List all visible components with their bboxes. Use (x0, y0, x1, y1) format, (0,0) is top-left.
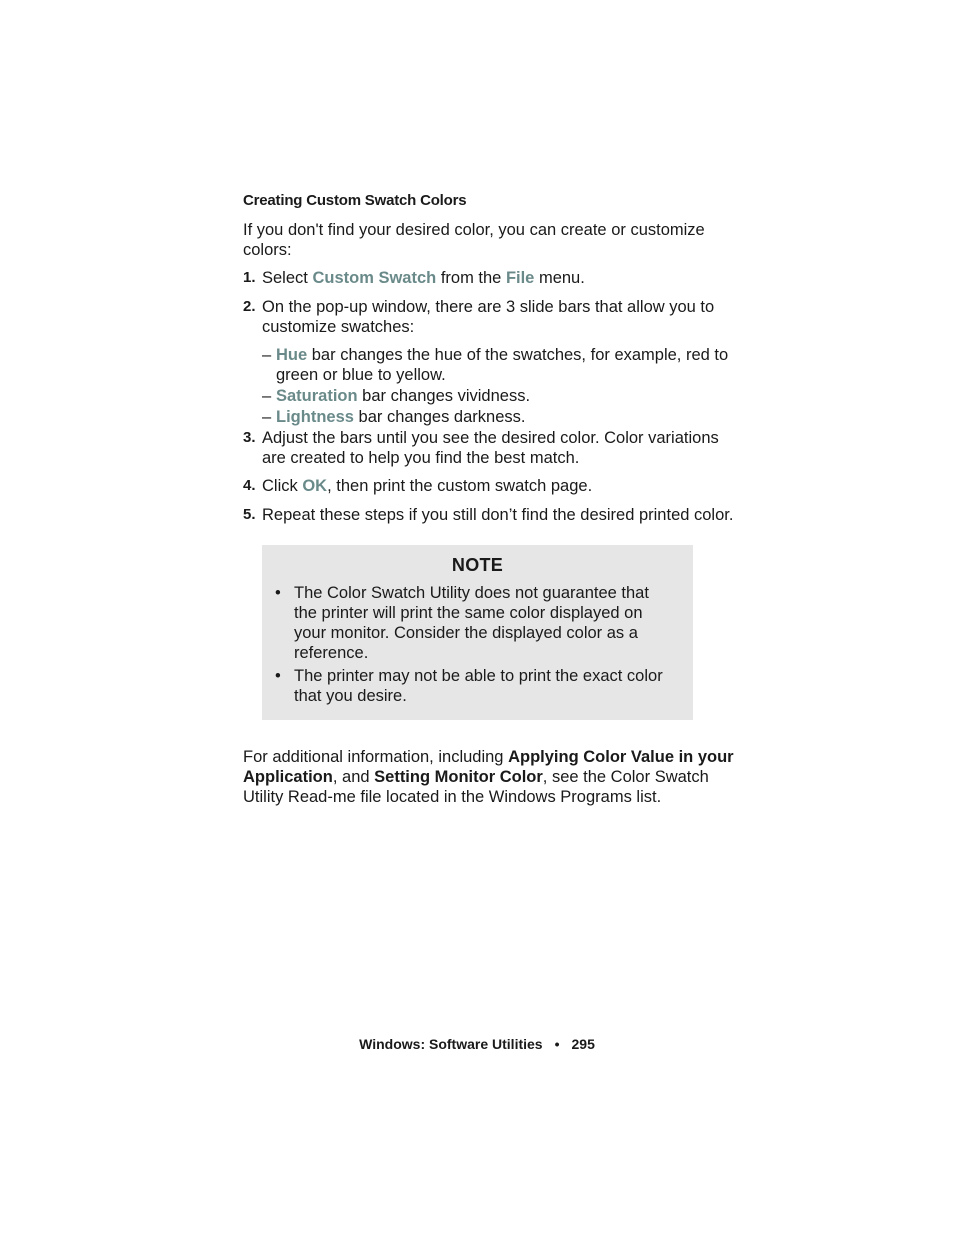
step-text: Adjust the bars until you see the desired color. Color variations are created to help you find the best match. (262, 429, 719, 467)
link-setting-monitor-color: Setting Monitor Color (374, 768, 543, 786)
saturation-label: Saturation (276, 387, 358, 405)
lightness-label: Lightness (276, 408, 354, 426)
step-5 (243, 505, 743, 525)
dash-marker: – (262, 387, 272, 405)
note-title: NOTE (451, 555, 504, 575)
bullet-marker: • (275, 667, 281, 685)
note-item-text: The printer may not be able to print the exact color that you desire. (294, 667, 663, 705)
step-number: 2. (243, 298, 256, 315)
step-number: 1. (243, 269, 256, 286)
ok-button-label: OK (302, 477, 328, 495)
subitem-text: Saturation bar changes vividness. (276, 387, 531, 405)
step-text: On the pop-up window, there are 3 slide bars that allow you to customize swatches: (262, 298, 715, 336)
step-number: 3. (243, 429, 256, 446)
step-3 (243, 428, 743, 468)
step-number: 4. (243, 477, 256, 494)
note-item (275, 666, 675, 706)
step-text: Click OK, then print the custom swatch page. (262, 477, 593, 495)
subitem-hue (262, 345, 732, 385)
link-applying-color-value: Applying Color Value in your Application (243, 748, 734, 786)
bullet-marker: • (275, 584, 281, 602)
step-text: Repeat these steps if you still don’t find the desired printed color. (262, 506, 734, 524)
menu-item-custom-swatch: Custom Swatch (312, 269, 437, 287)
step-1 (243, 268, 743, 288)
note-item-text: The Color Swatch Utility does not guarantee that the printer will print the same color displayed on your monitor. Consider the displayed color as a reference. (294, 584, 649, 662)
additional-info-paragraph: For additional information, including Applying Color Value in your Application, and Setting Monitor Color, see the Color Swatch Utility Read-me file located in the Windows Programs list. (243, 748, 734, 806)
page-footer (0, 1034, 954, 1054)
page-number: 295 (571, 1036, 595, 1052)
subitem-saturation (262, 386, 732, 406)
subitem-text: Hue bar changes the hue of the swatches, for example, red to green or blue to yellow. (276, 346, 729, 384)
step-4 (243, 476, 743, 496)
footer-separator: • (554, 1036, 560, 1052)
subitem-text: Lightness bar changes darkness. (276, 408, 526, 426)
intro-paragraph: If you don't find your desired color, you can create or customize colors: (243, 221, 705, 259)
menu-file: File (505, 269, 535, 287)
subitem-lightness (262, 407, 732, 427)
note-box (262, 545, 693, 720)
dash-marker: – (262, 408, 272, 426)
step-number: 5. (243, 506, 256, 523)
note-item (275, 583, 675, 663)
step-2 (243, 297, 743, 337)
footer-section-title: Windows: Software Utilities (359, 1036, 543, 1052)
dash-marker: – (262, 346, 272, 364)
section-heading: Creating Custom Swatch Colors (243, 192, 467, 209)
hue-label: Hue (276, 346, 308, 364)
step-text: Select Custom Swatch from the File menu. (262, 269, 585, 287)
